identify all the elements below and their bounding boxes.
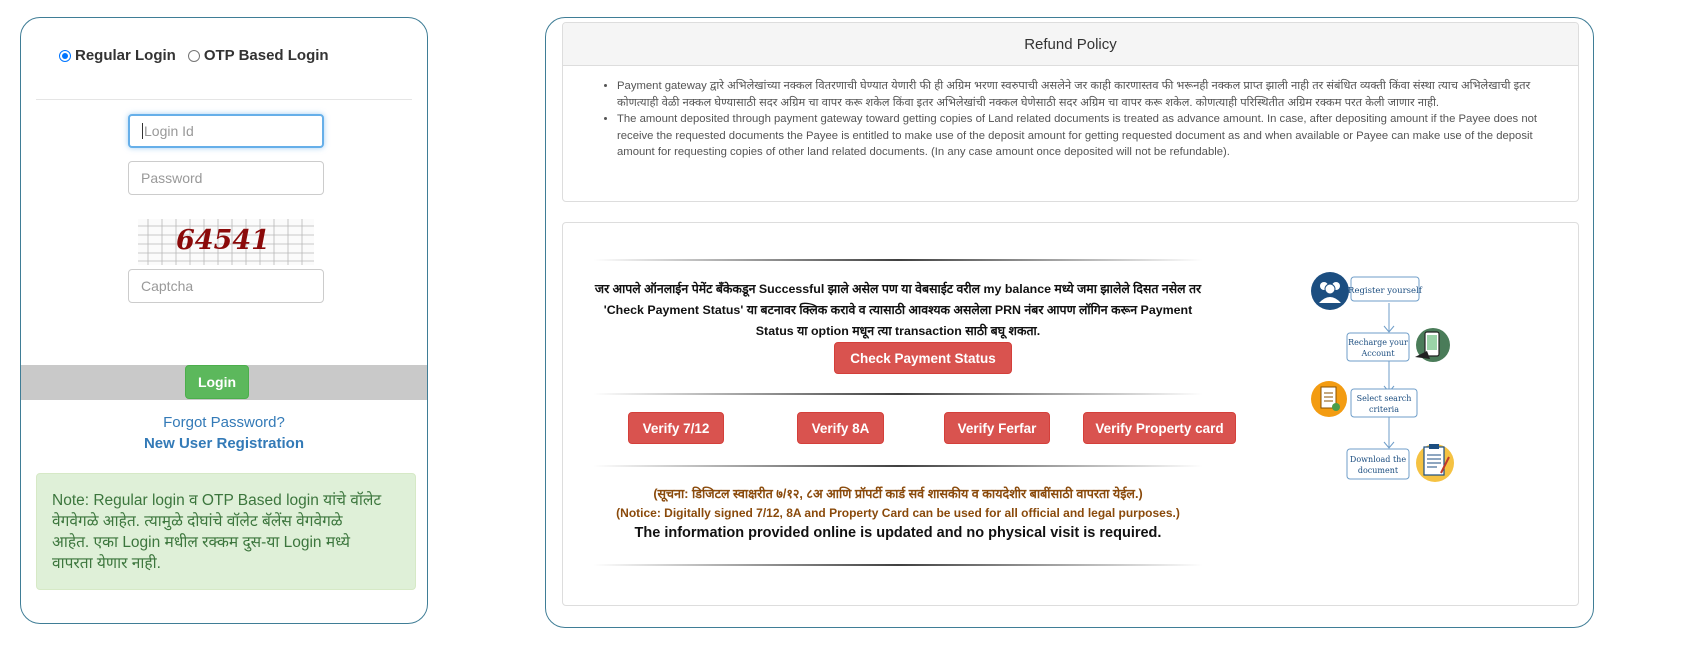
password-input[interactable] [128,161,324,195]
verify-property-card-button[interactable]: Verify Property card [1083,412,1236,444]
register-step [1311,272,1423,310]
password-placeholder: Password [141,170,203,186]
note-line: वेगवेगळे आहेत. त्यामुळे दोघांचे वॉलेट बॅलेंस वेगवेगळे [52,513,343,530]
notice-english: (Notice: Digitally signed 7/12, 8A and Property Card can be used for all official and legal purposes.) [616,506,1180,520]
verify-ferfar-button[interactable]: Verify Ferfar [944,412,1050,444]
process-flow-diagram [1309,259,1469,489]
otp-login-radio[interactable] [188,50,200,62]
login-button[interactable]: Login [185,365,249,399]
payment-box [562,222,1579,606]
note-line: आहेत. एका Login मधील रक्कम दुस-या Login मध्ये [52,534,350,551]
login-panel [20,17,428,624]
svg-text:Select search: Select search [1356,394,1412,403]
payment-status-message [591,279,1205,342]
svg-text:document: document [1357,466,1399,475]
captcha-image [138,219,314,265]
divider [593,564,1203,566]
login-type-selector [59,47,341,64]
regular-login-option[interactable] [59,47,176,64]
svg-text:criteria: criteria [1369,405,1399,414]
notice-marathi: (सूचना: डिजिटल स्वाक्षरीत ७/१२, ८अ आणि प्रॉपर्टी कार्ड सर्व शासकीय व कायदेशीर बाबींसाठी वापरता येईल.) [653,487,1143,501]
text-caret [142,123,143,139]
info-line: The information provided online is updated and no physical visit is required. [634,525,1162,541]
refund-policy-box [562,22,1579,202]
login-id-input[interactable] [128,114,324,148]
message-line: जर आपले ऑनलाईन पेमेंट बँकेकडून Successful झाले असेल पण या वेबसाईट वरील my balance मध्ये जमा झालेले दिसत नसेल तर [594,282,1202,296]
message-line: 'Check Payment Status' या बटनावर क्लिक करावे व त्यासाठी आवश्यक असलेला PRN नंबर आपण लॉगिन करून Payment [603,303,1193,317]
divider [36,99,412,100]
verify-712-button[interactable]: Verify 7/12 [628,412,724,444]
svg-text:Download the: Download the [1349,455,1407,464]
divider [593,259,1203,261]
regular-login-label: Regular Login [75,47,176,64]
regular-login-radio[interactable] [59,50,71,62]
otp-login-label: OTP Based Login [203,47,329,64]
svg-text:Recharge your: Recharge your [1348,338,1408,347]
captcha-input[interactable] [128,269,324,303]
refund-policy-title: Refund Policy [563,23,1578,66]
message-line: Status या option मधून त्या transaction साठी बघू शकता. [755,324,1041,338]
svg-text:Account: Account [1361,349,1395,358]
flow-step-label: Register yourself [1348,286,1422,296]
captcha-code: 64541 [176,225,270,256]
forgot-password-link[interactable]: Forgot Password? [163,414,285,431]
login-id-placeholder: Login Id [144,123,194,139]
divider [593,465,1203,467]
refund-item-english: • The amount deposited through payment gateway toward getting copies of Land related documents is treated as advance amount. In case, after depositing amount if the Payee does not receive the requested documents the Payee is entitled to make use of the deposit amount for getting requested document as and when available or Payee can make use of the deposit amount for requesting copies of other land related documents. (In any case amount once deposited will not be refundable). [617,111,1562,161]
new-user-registration-link[interactable]: New User Registration [143,435,305,452]
verify-8a-button[interactable]: Verify 8A [797,412,884,444]
refund-item-marathi: • Payment gateway द्वारे अभिलेखांच्या नक्कल वितरणाची घेण्यात येणारी फी ही अग्रिम भरणा स्वरुपाची असलेने जर काही कारणास्तव फी भरूनही नक्कल प्राप्त झाली नाही तर संबंधित व्यक्ती किंवा संस्था त्याच अभिलेखाची इतर कोणत्याही वेळी नक्कल घेण्यासाठी सदर अग्रिम चा वापर करू शकेल किंवा इतर अभिलेखांची नक्कल घेणेसाठी सदर अग्रिम चा वापर करू शकेल. कोणत्याही परिस्थितीत अग्रिम रक्कम परत केली जाणार नाही. [617,78,1562,111]
check-payment-status-button[interactable]: Check Payment Status [834,342,1012,374]
divider [593,393,1203,395]
wallet-note [36,473,416,590]
info-panel [545,17,1594,628]
refund-policy-list [563,78,1578,161]
captcha-placeholder: Captcha [141,278,194,294]
note-line: वापरता येणार नाही. [52,555,161,572]
otp-login-option[interactable] [188,47,329,64]
note-line: Note: Regular login व OTP Based login यांचे वॉलेट [52,492,382,509]
